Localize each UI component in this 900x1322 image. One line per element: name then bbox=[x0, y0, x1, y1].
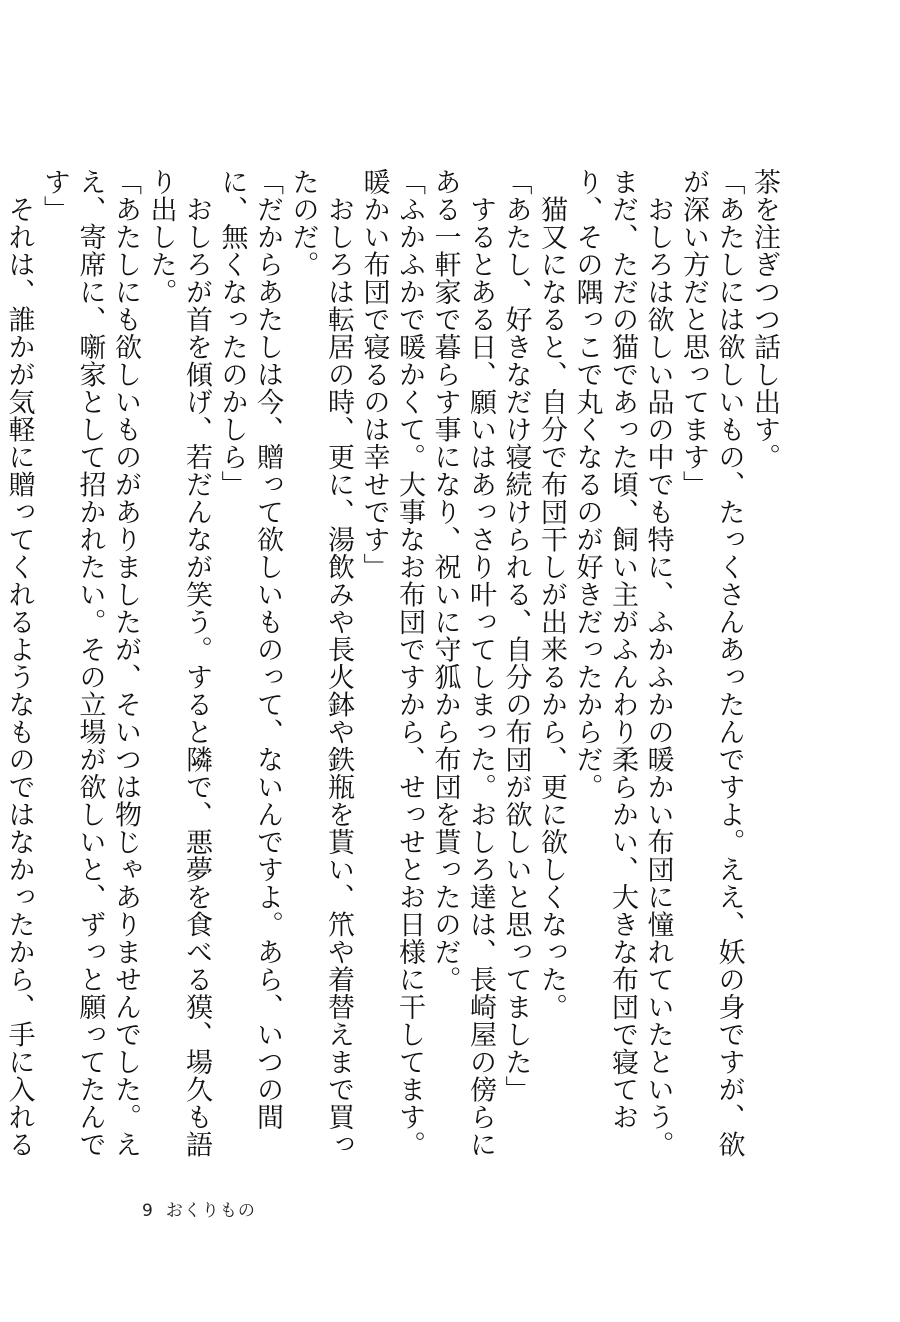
paragraph-7: 「ふかふかで暖かくて。大事なお布団ですから、せっせとお日様に干してます。暖かい布団で寝るのは幸せです」 bbox=[358, 168, 425, 1158]
paragraph-3: おしろは欲しい品の中でも特に、ふかふかの暖かい布団に憧れていたという。まだ、ただの猫であった頃、飼い主がふんわり柔らかい、大きな布団で寝ており、その隅っこで丸くなるのが好きだったからだ。 bbox=[571, 168, 674, 1158]
paragraph-8: おしろは転居の時、更に、湯飲みや長火鉢や鉄瓶を貰い、笊や着替えまで買ったのだ。 bbox=[287, 168, 354, 1158]
paragraph-11: 「あたしにも欲しいものがありましたが、そいつは物じゃありませんでした。ええ、寄席に、噺家として招かれたい。その立場が欲しいと、ずっと願ってたんです」 bbox=[39, 168, 141, 1158]
paragraph-9: 「だからあたしは今、贈って欲しいものって、ないんですよ。あら、いつの間に、無くなったのかしら」 bbox=[216, 168, 283, 1131]
chapter-title: おくりもの bbox=[165, 1201, 256, 1221]
paragraph-6: するとある日、願いはあっさり叶ってしまった。おしろ達は、長崎屋の傍らにある一軒家で暮らす事になり、祝いに守狐から布団を貰ったのだ。 bbox=[429, 168, 496, 1158]
paragraph-10: おしろが首を傾げ、若だんなが笑う。すると隣で、悪夢を食べる獏、場久も語り出した。 bbox=[145, 168, 212, 1158]
paragraph-4: 猫又になると、自分で布団干しが出来るから、更に欲しくなった。 bbox=[536, 168, 567, 1021]
page-number: 9 bbox=[142, 1201, 154, 1221]
paragraph-5: 「あたし、好きなだけ寝続けられる、自分の布団が欲しいと思ってました」 bbox=[500, 168, 532, 1103]
paragraph-2: 「あたしには欲しいもの、たっくさんあったんですよ。ええ、妖の身ですが、欲が深い方だと思ってます」 bbox=[678, 168, 745, 1158]
paragraph-1: 茶を注ぎつつ話し出す。 bbox=[749, 168, 780, 471]
paragraph-12: それは、誰かが気軽に贈ってくれるようなものではなかったから、手に入れる bbox=[3, 195, 35, 1158]
page-footer bbox=[142, 1196, 256, 1221]
vertical-body-text bbox=[3, 168, 782, 1158]
